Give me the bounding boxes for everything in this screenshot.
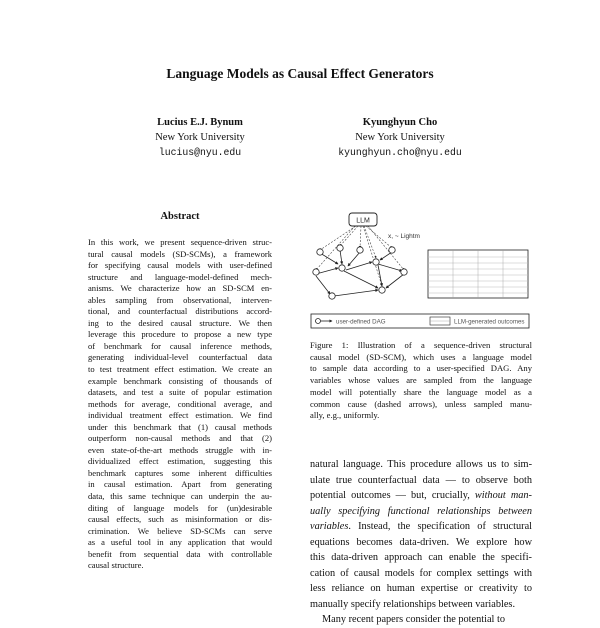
caption-line: causal model (SD-SCM), which uses a language model bbox=[310, 351, 532, 362]
abstract-line: tional, and counterfactual distributions accord- bbox=[88, 306, 272, 317]
paper-title: Language Models as Causal Effect Generators bbox=[166, 66, 434, 81]
abstract-line: diting of language models for (un)desirable bbox=[88, 502, 272, 513]
abstract-line: causal effects, such as misinformation or dis- bbox=[88, 514, 272, 525]
body-line: cation of causal models for complex settings with bbox=[310, 567, 532, 579]
figure-1-diagram bbox=[308, 208, 532, 340]
abstract-line: ables sampling from observational, interven- bbox=[88, 294, 272, 305]
llm-sample-label: x, ~ Lightm bbox=[388, 233, 420, 240]
abstract-line: data, this same technique can underpin the au- bbox=[88, 491, 272, 502]
abstract-line: example benchmark consisting of thousands of bbox=[88, 375, 272, 386]
body-paragraph bbox=[310, 457, 532, 628]
abstract-line: tural causal models (SD-SCMs), a framework bbox=[88, 248, 272, 259]
abstract-line: as a useful tool in any application that would bbox=[88, 537, 272, 548]
abstract-line: methods for average, conditional average, and bbox=[88, 398, 272, 409]
abstract-line: dividualized effect estimation, suggesting this bbox=[88, 456, 272, 467]
abstract-line: outperform non-causal methods and that (2) bbox=[88, 433, 272, 444]
abstract-line: even state-of-the-art methods struggle with in- bbox=[88, 444, 272, 455]
abstract-line: under this benchmark that (1) causal methods bbox=[88, 421, 272, 432]
dag-nodes bbox=[313, 245, 407, 299]
caption-line: Figure 1: Illustration of a sequence-driven structural bbox=[310, 340, 532, 350]
abstract-line: to test treatment effect estimation. We create an bbox=[88, 364, 272, 375]
legend-node-icon bbox=[316, 319, 321, 324]
abstract-line: in causal estimation. Apart from generating bbox=[88, 479, 272, 490]
abstract-line: ing to the desired causal structure. We then bbox=[88, 317, 272, 328]
author-block-2 bbox=[310, 115, 490, 160]
body-line: potential outcomes — but, crucially, without man- bbox=[310, 490, 532, 501]
author-email: kyunghyun.cho@nyu.edu bbox=[338, 147, 462, 158]
caption-line: variables whose values are sampled from the language bbox=[310, 375, 532, 386]
legend-outcomes-label: LLM-generated outcomes bbox=[454, 318, 525, 326]
abstract-line: anisms. We characterize how an SD-SCM en- bbox=[88, 283, 272, 294]
abstract-line: datasets, and test a suite of popular estimation bbox=[88, 387, 272, 398]
llm-label: LLM bbox=[356, 217, 370, 225]
abstract-line: of benchmark for causal inference methods, bbox=[88, 340, 272, 351]
body-line: natural language. This procedure allows us to sim- bbox=[310, 459, 532, 470]
abstract-line: benefit from sequential data with controllable bbox=[88, 548, 272, 559]
author-name: Kyunghyun Cho bbox=[362, 117, 438, 128]
body-line: this data-driven approach can enable the specifi- bbox=[310, 552, 532, 563]
caption-line: model will potentially share the language model as a bbox=[310, 386, 532, 397]
abstract-line: leverage this procedure to propose a new type bbox=[88, 329, 272, 340]
abstract-line: In this work, we present sequence-driven struc- bbox=[88, 237, 272, 247]
body-line: less reliance on human expertise or creativity to bbox=[310, 583, 532, 594]
abstract-line: causal structure. bbox=[88, 560, 144, 571]
abstract-heading: Abstract bbox=[160, 211, 200, 222]
author-affiliation: New York University bbox=[355, 132, 445, 143]
caption-line: ally, e.g., uniformly. bbox=[310, 410, 380, 421]
legend-dag-label: user-defined DAG bbox=[336, 318, 386, 326]
body-line: ually specifying functional relationships between bbox=[310, 505, 532, 517]
abstract-line: crimination. We believe SD-SCMs can serve bbox=[88, 525, 272, 536]
abstract-line: generating individual-level counterfactual data bbox=[88, 352, 272, 363]
abstract-line: individual treatment effect estimation. We find bbox=[88, 410, 272, 421]
body-line: variables. Instead, the specification of structural bbox=[310, 521, 532, 532]
body-line: Many recent papers consider the potential to bbox=[322, 614, 505, 625]
abstract-line: structure and language-model-defined mech- bbox=[88, 271, 272, 282]
abstract-line: benchmark captures some inherent difficulties bbox=[88, 467, 272, 478]
body-line: ulate true counterfactual data — to observe both bbox=[310, 474, 532, 486]
abstract-line: for specifying causal models with user-defined bbox=[88, 260, 272, 271]
body-line: equations becomes data-driven. We explore how bbox=[310, 536, 532, 548]
caption-line: to sample data according to a user-specified DAG. Any bbox=[310, 363, 532, 374]
author-affiliation: New York University bbox=[155, 132, 245, 143]
author-email: lucius@nyu.edu bbox=[158, 147, 242, 158]
abstract-text bbox=[88, 237, 272, 572]
dag-edges bbox=[316, 250, 404, 296]
body-line: manually specify relationships between variables. bbox=[310, 598, 516, 610]
author-name: Lucius E.J. Bynum bbox=[157, 117, 243, 128]
author-block-1 bbox=[110, 115, 290, 160]
caption-line: common cause (dashed arrows), unless sampled manu- bbox=[310, 398, 532, 409]
figure-1-caption bbox=[310, 340, 532, 422]
